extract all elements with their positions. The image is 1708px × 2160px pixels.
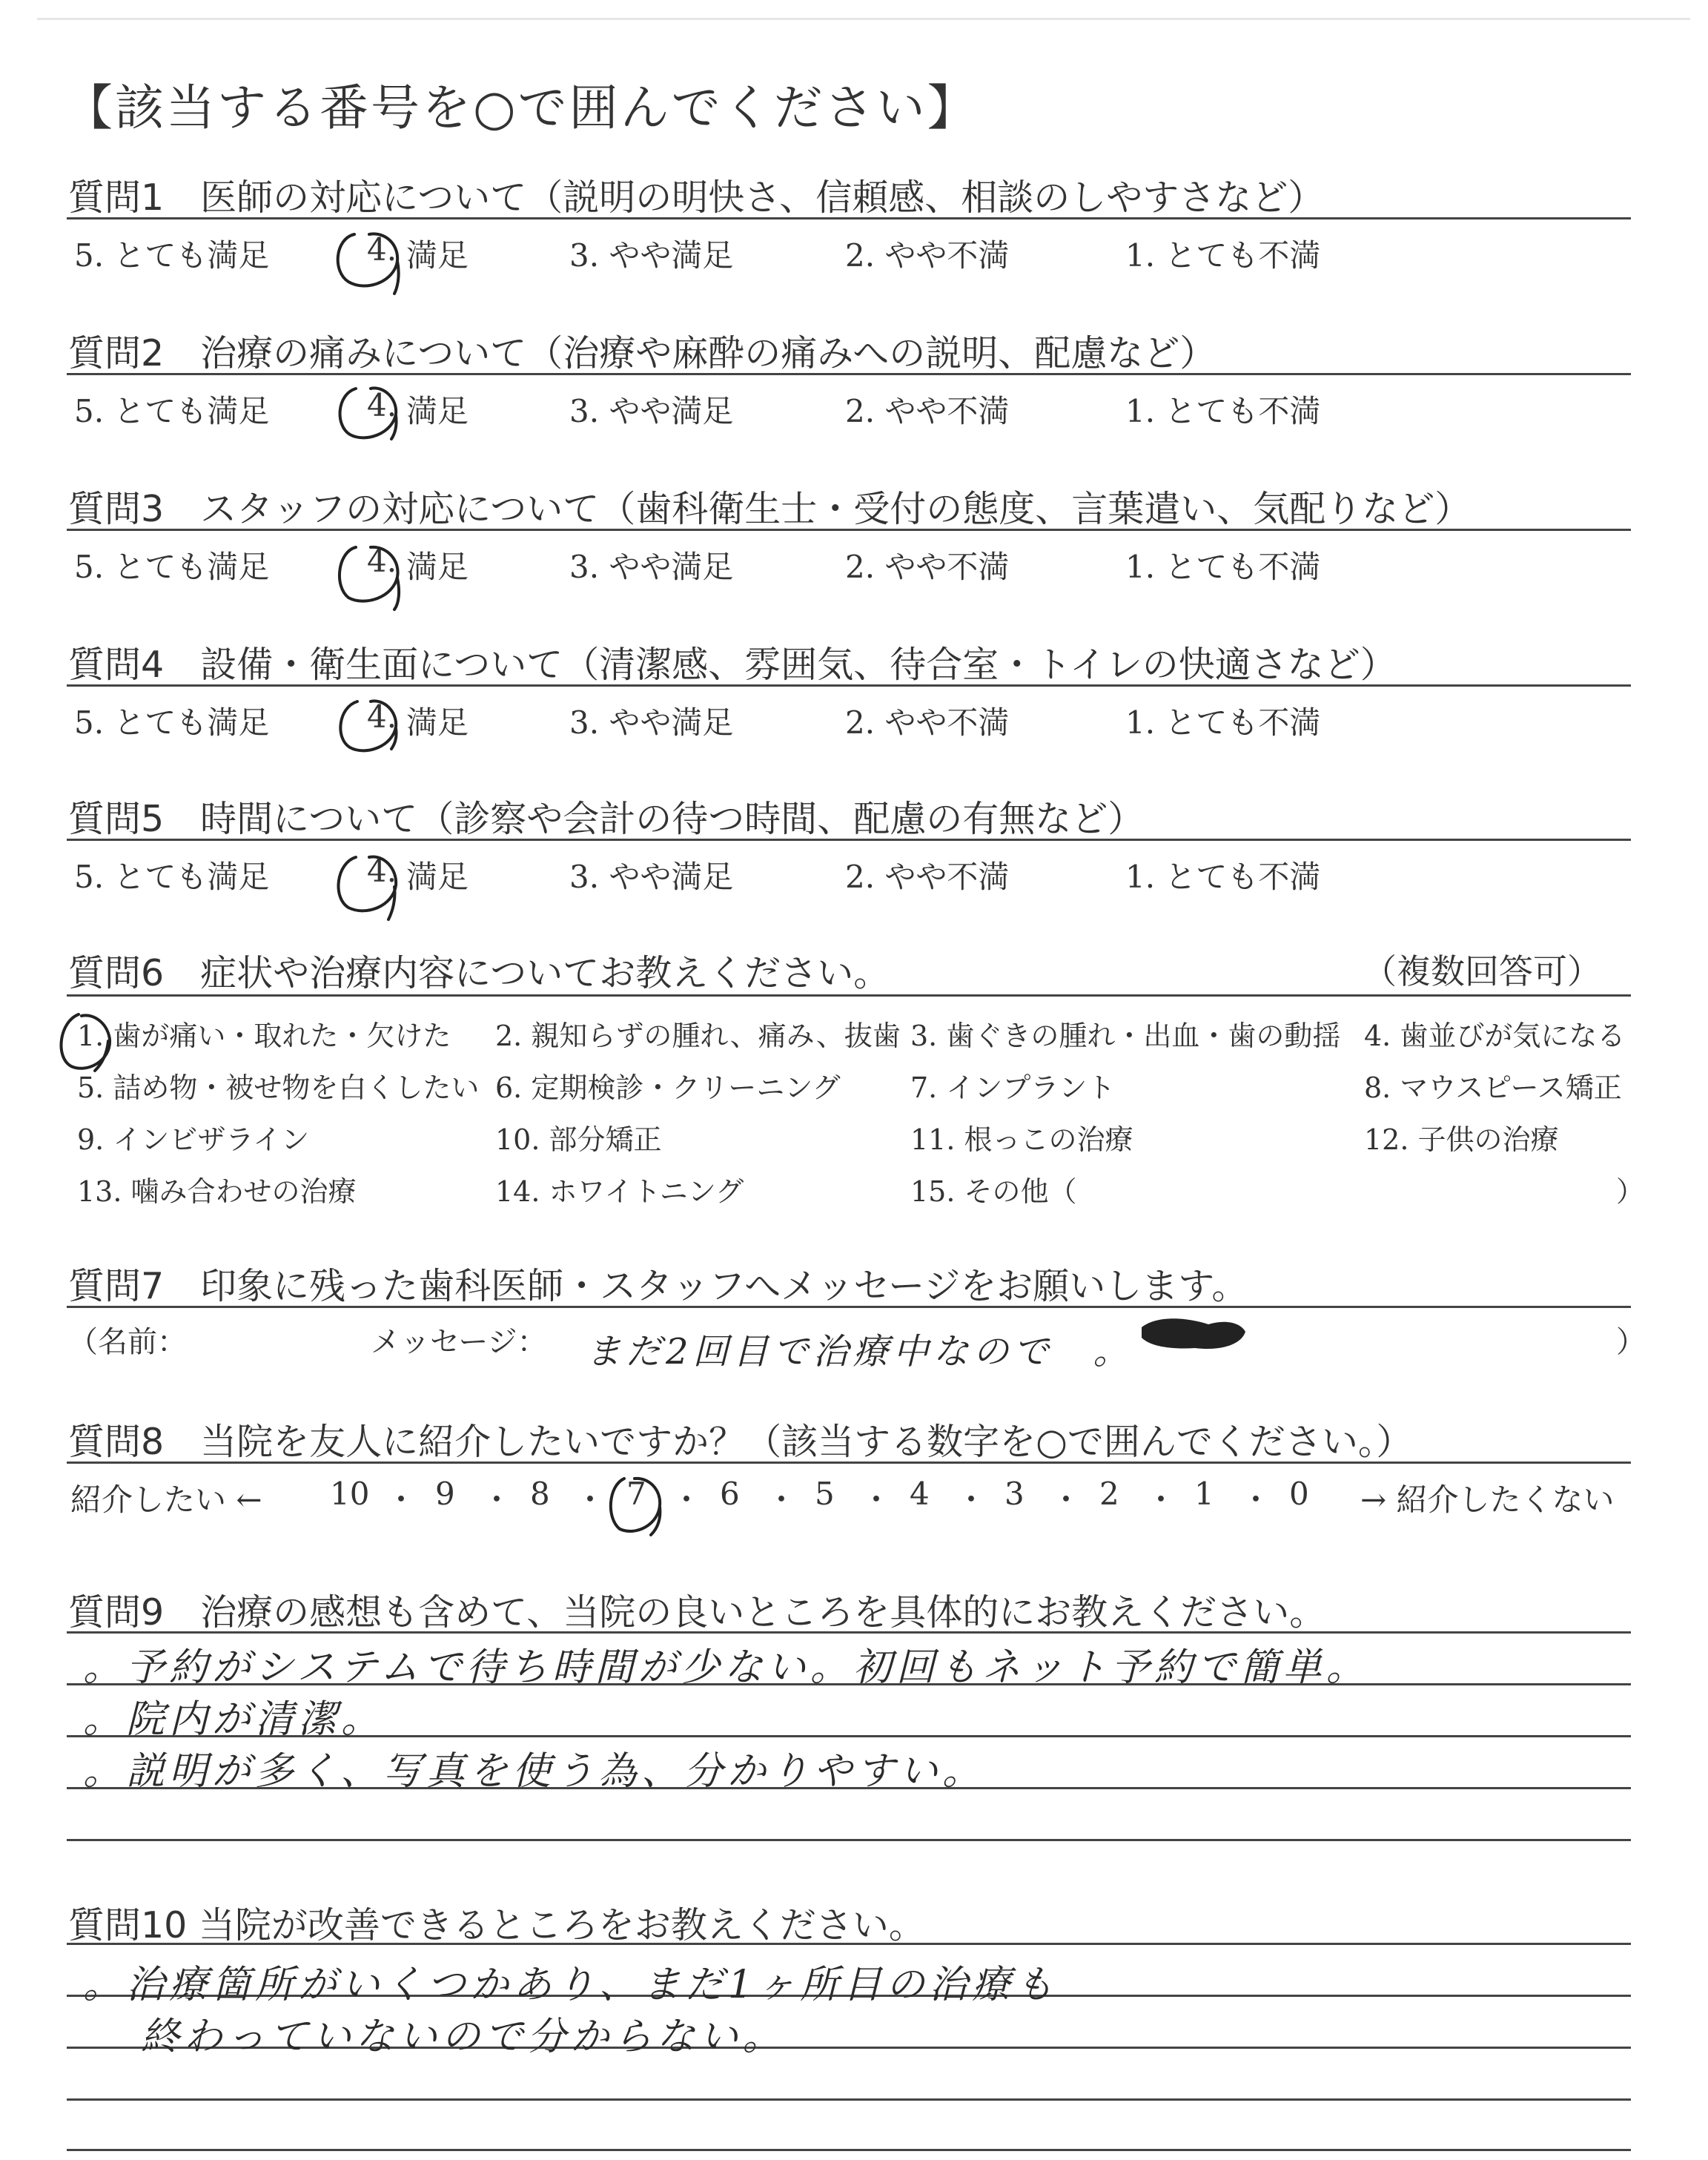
option-4-label[interactable]: 満足 [406,704,469,741]
option-4-number[interactable]: 4. [367,543,397,579]
scale-left-label: 紹介したい ← [70,1482,262,1518]
scale-9[interactable]: 9 [435,1476,455,1512]
option-4-label[interactable]: 満足 [406,237,469,274]
option-2[interactable]: 2. やや不満 [845,704,1010,741]
scale-0[interactable]: 0 [1289,1476,1309,1512]
symptom-item-11[interactable]: 11. 根っこの治療 [910,1123,1133,1156]
scale-1[interactable]: 1 [1194,1476,1214,1512]
selection-circle [340,547,399,610]
option-1[interactable]: 1. とても不満 [1125,859,1321,895]
scale-dot: ・ [766,1482,798,1518]
symptom-item-3[interactable]: 3. 歯ぐきの腫れ・出血・歯の動揺 [910,1020,1341,1052]
option-5[interactable]: 5. とても満足 [74,859,270,895]
scale-8[interactable]: 8 [530,1476,550,1512]
symptom-item-4[interactable]: 4. 歯並びが気になる [1364,1020,1626,1052]
option-4-number[interactable]: 4. [367,387,397,423]
option-3[interactable]: 3. やや満足 [569,393,734,429]
option-1[interactable]: 1. とても不満 [1125,704,1321,741]
scale-dot: ・ [1240,1482,1272,1518]
option-4-number[interactable]: 4. [367,698,397,735]
question-4-label: 質問4 設備・衛生面について（清潔感、雰囲気、待合室・トイレの快適さなど） [68,644,1397,686]
symptom-item-9[interactable]: 9. インビザライン [77,1123,310,1156]
scale-right-label: → 紹介したくない [1360,1482,1615,1518]
option-2[interactable]: 2. やや不満 [845,549,1010,585]
selection-circle [62,1014,110,1071]
scale-dot: ・ [1145,1482,1177,1518]
good-point-line-1: 。予約がシステムで待ち時間が少ない。初回もネット予約で簡単。 [83,1645,1369,1690]
symptom-item-6[interactable]: 6. 定期検診・クリーニング [495,1071,841,1104]
improvement-line-1: 。治療箇所がいくつかあり、まだ1ヶ所目の治療も [83,1963,1059,2007]
other-close-paren: ） [1616,1175,1645,1208]
option-1[interactable]: 1. とても不満 [1125,549,1321,585]
scale-7[interactable]: 7 [626,1476,646,1512]
question-2-label: 質問2 治療の痛みについて（治療や麻酔の痛みへの説明、配慮など） [68,332,1217,374]
good-point-line-3: 。説明が多く、写真を使う為、分かりやすい。 [83,1749,985,1794]
scale-dot: ・ [1050,1482,1082,1518]
question-6-label: 質問6 症状や治療内容についてお教えください。 [68,952,890,994]
option-2[interactable]: 2. やや不満 [845,393,1010,429]
option-3[interactable]: 3. やや満足 [569,237,734,274]
option-4-label[interactable]: 満足 [406,549,469,585]
option-5[interactable]: 5. とても満足 [74,393,270,429]
scale-dot: ・ [385,1482,417,1518]
symptom-item-1[interactable]: 1. 歯が痛い・取れた・欠けた [77,1020,451,1052]
name-label: （名前： [68,1325,187,1359]
option-4-number[interactable]: 4. [367,231,397,268]
symptom-item-15[interactable]: 15. その他（ [910,1175,1077,1208]
scale-dot: ・ [956,1482,987,1518]
form-title: 【該当する番号を○で囲んでください】 [64,79,979,136]
multiple-answers-note: （複数回答可） [1363,951,1601,991]
question-5-label: 質問5 時間について（診察や会計の待つ時間、配慮の有無など） [68,798,1145,840]
question-7-label: 質問7 印象に残った歯科医師・スタッフへメッセージをお願いします。 [68,1265,1248,1307]
selection-circle [611,1479,661,1535]
question-10-label: 質問10 当院が改善できるところをお教えください。 [68,1904,925,1946]
question-8-label: 質問8 当院を友人に紹介したいですか？（該当する数字を○で囲んでください。） [68,1421,1413,1463]
scale-dot: ・ [481,1482,513,1518]
option-4-label[interactable]: 満足 [406,393,469,429]
symptom-item-5[interactable]: 5. 詰め物・被せ物を白くしたい [77,1071,480,1104]
question-3-label: 質問3 スタッフの対応について（歯科衛生士・受付の態度、言葉遣い、気配りなど） [68,488,1472,530]
scale-2[interactable]: 2 [1099,1476,1119,1512]
option-4-number[interactable]: 4. [367,853,397,889]
option-1[interactable]: 1. とても不満 [1125,393,1321,429]
scale-dot: ・ [671,1482,703,1518]
scale-dot: ・ [861,1482,893,1518]
scale-4[interactable]: 4 [910,1476,930,1512]
scale-3[interactable]: 3 [1004,1476,1025,1512]
symptom-item-12[interactable]: 12. 子供の治療 [1364,1123,1559,1156]
option-5[interactable]: 5. とても満足 [74,704,270,741]
option-4-label[interactable]: 満足 [406,859,469,895]
option-2[interactable]: 2. やや不満 [845,859,1010,895]
improvement-line-2: 終わっていないので分からない。 [141,2015,786,2059]
option-5[interactable]: 5. とても満足 [74,549,270,585]
question-9-label: 質問9 治療の感想も含めて、当院の良いところを具体的にお教えください。 [68,1591,1326,1634]
symptom-item-13[interactable]: 13. 噛み合わせの治療 [77,1175,357,1208]
symptom-item-14[interactable]: 14. ホワイトニング [495,1175,744,1208]
message-label: メッセージ： [371,1325,547,1359]
message-handwriting: まだ2回目で治療中なので 。 [586,1331,1133,1373]
selection-circle [338,234,399,294]
option-3[interactable]: 3. やや満足 [569,549,734,585]
message-close-paren: ） [1616,1325,1646,1359]
symptom-item-2[interactable]: 2. 親知らずの腫れ、痛み、抜歯 [495,1020,901,1052]
scale-dot: ・ [575,1482,606,1518]
scale-10[interactable]: 10 [330,1476,370,1512]
option-2[interactable]: 2. やや不満 [845,237,1010,274]
good-point-line-2: 。院内が清潔。 [83,1697,385,1742]
selection-circle [339,856,397,919]
question-1-label: 質問1 医師の対応について（説明の明快さ、信頼感、相談のしやすさなど） [68,176,1325,219]
scale-5[interactable]: 5 [815,1476,835,1512]
symptom-item-8[interactable]: 8. マウスピース矯正 [1364,1071,1622,1104]
selection-circle [340,701,396,750]
option-3[interactable]: 3. やや満足 [569,704,734,741]
scale-6[interactable]: 6 [720,1476,740,1512]
option-3[interactable]: 3. やや満足 [569,859,734,895]
option-1[interactable]: 1. とても不満 [1125,237,1321,274]
selection-circle [340,388,397,439]
symptom-item-10[interactable]: 10. 部分矯正 [495,1123,662,1156]
symptom-item-7[interactable]: 7. インプラント [910,1071,1116,1104]
scribbled-out-text [1142,1318,1245,1349]
option-5[interactable]: 5. とても満足 [74,237,270,274]
